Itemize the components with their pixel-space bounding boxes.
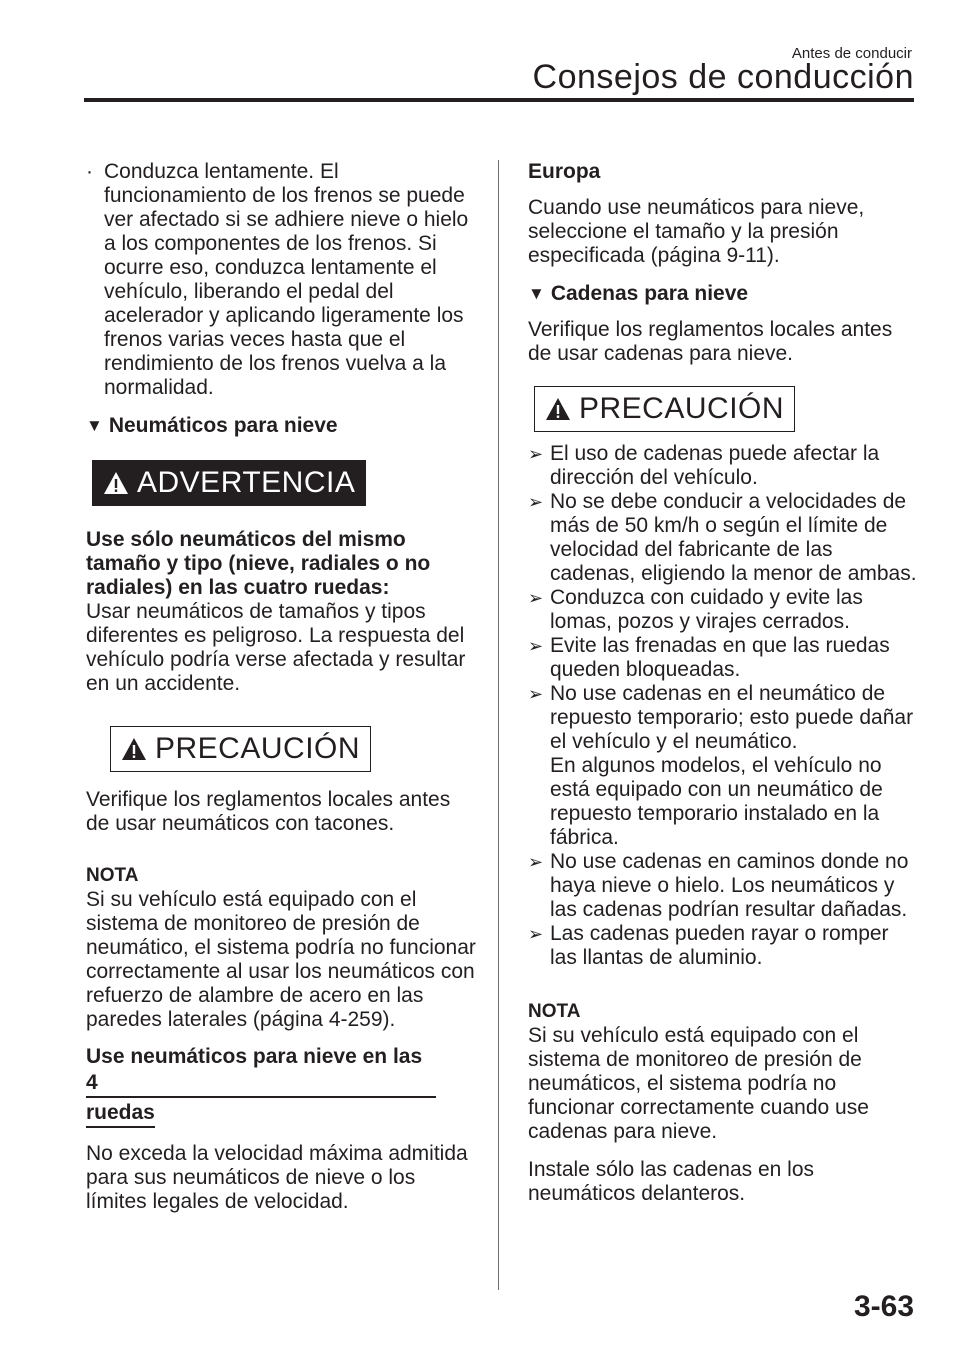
arrowhead-icon: ➢ xyxy=(528,444,544,464)
arrowhead-icon: ➢ xyxy=(528,852,544,872)
list-item-text: No use cadenas en el neumático de repuesto temporario; esto puede dañar el vehículo y el neumático. xyxy=(550,682,914,753)
caution-label: PRECAUCIÓN xyxy=(155,732,361,765)
warning-box xyxy=(92,460,366,506)
column-divider xyxy=(498,160,499,1290)
nota-text: Si su vehículo está equipado con el sistema de monitoreo de presión de neumáticos, el sistema podría no funcionar correctamente cuando use cadenas para nieve. xyxy=(528,1024,869,1143)
warning-text: Usar neumáticos de tamaños y tipos diferentes es peligroso. La respuesta del vehículo podría verse afectada y resultar en un accidente. xyxy=(86,600,466,695)
list-item xyxy=(528,586,918,634)
caution-box-right xyxy=(534,386,795,432)
page-number: 3-63 xyxy=(853,1290,914,1323)
list-item-text: No use cadenas en caminos donde no haya nieve o hielo. Los neumáticos y las cadenas podrían resultar dañadas. xyxy=(550,850,909,921)
warning-triangle-icon xyxy=(121,737,147,761)
heading-chains-label: Cadenas para nieve xyxy=(550,282,749,305)
nota-label: NOTA xyxy=(528,1001,581,1022)
arrowhead-icon: ➢ xyxy=(528,588,544,608)
heading-chains xyxy=(528,282,918,306)
caution-label: PRECAUCIÓN xyxy=(579,392,785,425)
triangle-down-icon: ▼ xyxy=(528,284,545,303)
heading-snow-tires-label: Neumáticos para nieve xyxy=(108,414,338,437)
list-item xyxy=(528,850,918,922)
right-column xyxy=(528,160,918,1206)
list-item-text: El uso de cadenas puede afectar la dirección del vehículo. xyxy=(550,442,880,489)
warning-triangle-icon xyxy=(103,471,129,495)
caution-list xyxy=(528,442,918,970)
warning-bold-text: Use sólo neumáticos del mismo tamaño y tipo (nieve, radiales o no radiales) en las cuatro ruedas: xyxy=(86,528,431,599)
bullet-text: Conduzca lentamente. El funcionamiento de los frenos se puede ver afectado si se adhiere nieve o hielo a los componentes de los frenos. Si ocurre eso, conduzca lentamente el vehículo, liberando el pedal del acelerador y aplicando ligeramente los frenos varias veces hasta que el rendimiento de los frenos vuelva a la normalidad. xyxy=(104,160,469,399)
list-item xyxy=(528,682,918,850)
list-item xyxy=(528,922,918,970)
list-item-text: Conduzca con cuidado y evite las lomas, pozos y virajes cerrados. xyxy=(550,586,863,633)
left-column xyxy=(86,160,478,1214)
underline-heading-line1: Use neumáticos para nieve en las 4 xyxy=(86,1044,436,1098)
caution-box-left xyxy=(110,726,371,772)
europa-label: Europa xyxy=(528,160,601,183)
list-item xyxy=(528,490,918,586)
page-title: Consejos de conducción xyxy=(532,58,914,96)
list-item-text: Evite las frenadas en que las ruedas queden bloqueadas. xyxy=(550,634,890,681)
bullet-item xyxy=(86,160,478,400)
chains-text: Verifique los reglamentos locales antes de usar cadenas para nieve. xyxy=(528,318,893,365)
list-item xyxy=(528,634,918,682)
triangle-down-icon: ▼ xyxy=(86,416,103,435)
list-item xyxy=(528,442,918,490)
list-item-text: No se debe conducir a velocidades de más de 50 km/h o según el límite de velocidad del fabricante de las cadenas, eligiendo la menor de ambas. xyxy=(550,490,917,585)
europa-text: Cuando use neumáticos para nieve, seleccione el tamaño y la presión especificada (página 9-11). xyxy=(528,196,865,267)
final-text: Instale sólo las cadenas en los neumáticos delanteros. xyxy=(528,1158,815,1205)
bullet-dot: · xyxy=(86,160,93,183)
arrowhead-icon: ➢ xyxy=(528,684,544,704)
final-text: No exceda la velocidad máxima admitida para sus neumáticos de nieve o los límites legales de velocidad. xyxy=(86,1142,468,1213)
arrowhead-icon: ➢ xyxy=(528,492,544,512)
header-section: Antes de conducir xyxy=(791,45,912,62)
nota-label: NOTA xyxy=(86,865,139,886)
caution-text: Verifique los reglamentos locales antes de usar neumáticos con tacones. xyxy=(86,788,451,835)
underline-heading xyxy=(86,1044,478,1128)
list-item-extra-text: En algunos modelos, el vehículo no está equipado con un neumático de repuesto temporario instalado en la fábrica. xyxy=(550,754,883,849)
list-item-text: Las cadenas pueden rayar o romper las llantas de aluminio. xyxy=(550,922,889,969)
underline-heading-line2: ruedas xyxy=(86,1100,155,1128)
arrowhead-icon: ➢ xyxy=(528,924,544,944)
warning-triangle-icon xyxy=(545,397,571,421)
nota-text: Si su vehículo está equipado con el sistema de monitoreo de presión de neumático, el sistema podría no funcionar correctamente al usar los neumáticos con refuerzo de alambre de acero en las paredes laterales (página 4-259). xyxy=(86,888,476,1031)
header-rule xyxy=(84,98,914,102)
heading-snow-tires xyxy=(86,414,478,438)
warning-label: ADVERTENCIA xyxy=(137,466,356,499)
arrowhead-icon: ➢ xyxy=(528,636,544,656)
